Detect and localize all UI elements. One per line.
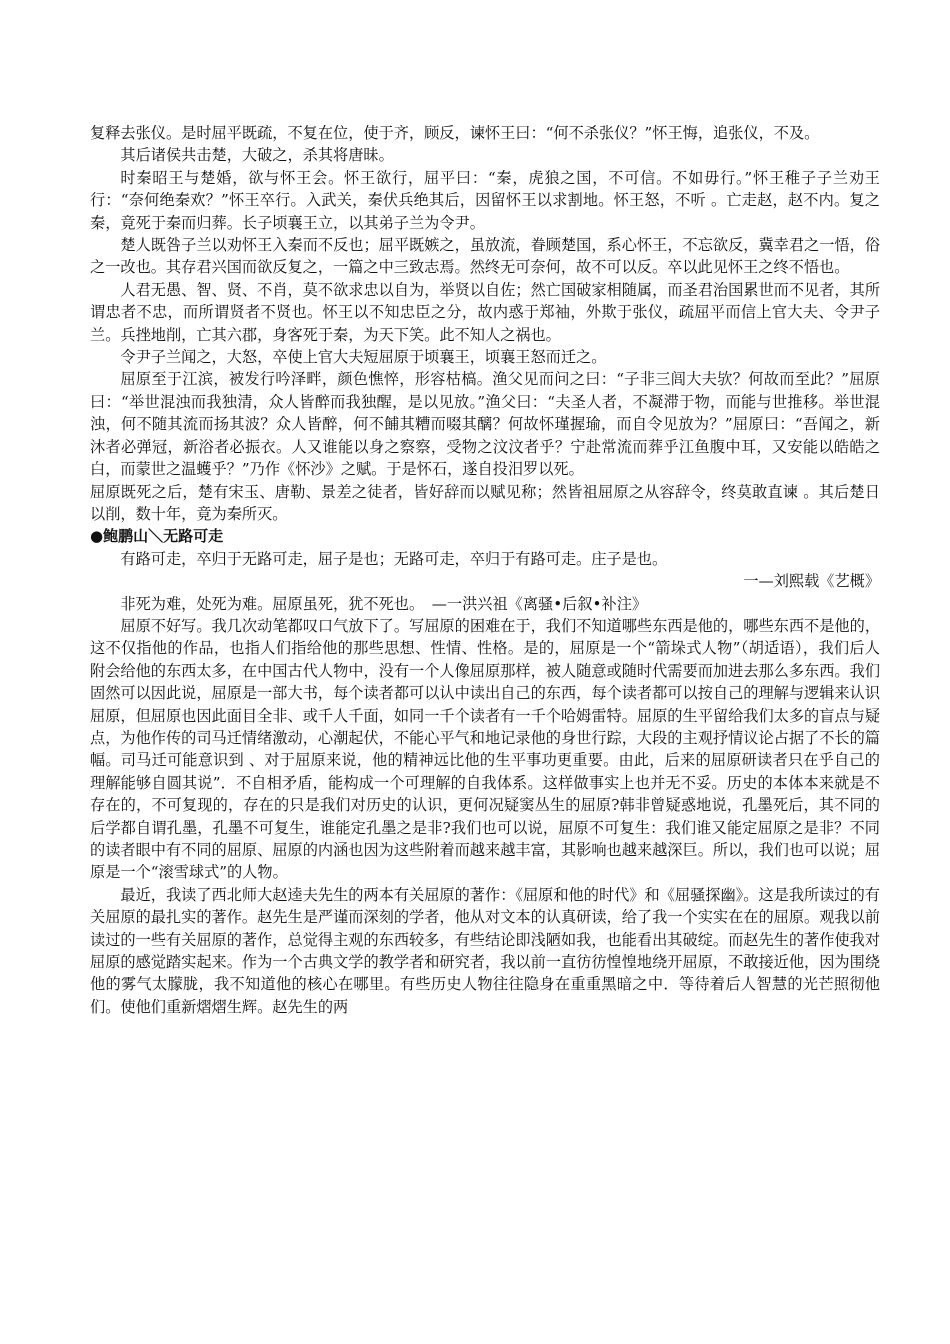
paragraph: 复释去张仪。是时屈平既疏，不复在位，使于齐，顾反，谏怀王曰：“何不杀张仪？”怀王悔，追张仪，不及。	[90, 124, 820, 142]
paragraph: 屈原既死之后，楚有宋玉、唐勒、景差之徒者，皆好辞而以赋见称；然皆祖屈原之从容辞令，终莫敢直谏 。其后楚日以削，数十年，竟为秦所灭。	[90, 482, 880, 523]
paragraph: 人君无愚、智、贤、不肖，莫不欲求忠以自为，举贤以自佐；然亡国破家相随属，而圣君治国累世而不见者，其所谓忠者不忠，而所谓贤者不贤也。怀王以不知忠臣之分，故内惑于郑袖，外欺于张仪，疏屈平而信上官大夫、令尹子兰。兵挫地削，亡其六郡，身客死于秦，为天下笑。此不知人之祸也。	[90, 280, 880, 344]
paragraph: 其后诸侯共击楚，大破之，杀其将唐昧。	[120, 146, 394, 165]
paragraph: 令尹子兰闻之，大怒，卒使上官大夫短屈原于顷襄王，顷襄王怒而迁之。	[120, 348, 607, 367]
section-heading: ●鲍鹏山＼无路可走	[90, 527, 224, 546]
quote: 有路可走，卒归于无路可走，屈子是也；无路可走，卒归于有路可走。庄子是也。	[120, 549, 668, 568]
paragraph: 最近，我读了西北师大赵逵夫先生的两本有关屈原的著作：《屈原和他的时代》和《屈骚探幽》。这是我所读过的有关屈原的最扎实的著作。赵先生是严谨而深刻的学者，他从对文本的认真研读，给了我一个实实在在的屈原。观我以前读过的一些有关屈原的著作，总觉得主观的东西较多，有些结论即浅陋如我，也能看出其破绽。而赵先生的著作使我对屈原的感觉踏实起来。作为一个古典文学的教学者和研究者，我以前一直彷彷惶惶地绕开屈原，不敢接近他，因为围绕他的雾气太朦胧，我不知道他的核心在哪里。有些历史人物往往隐身在重重黑暗之中．等待着后人智慧的光芒照彻他们。使他们重新熠熠生辉。赵先生的两	[90, 885, 880, 1016]
paragraph: 屈原至于江滨，被发行吟泽畔，颜色憔悴，形容枯槁。渔父见而问之曰：“子非三闾大夫欤？何故而至此？”屈原曰：“举世混浊而我独清，众人皆醉而我独醒，是以见放。”渔父曰：“夫圣人者，不凝滞于物，而能与世推移。举世混浊，何不随其流而扬其波？众人皆醉，何不餔其糟而啜其醨？何故怀瑾握瑜，而自令见放为？”屈原曰：“吾闻之，新沐者必弹冠，新浴者必振衣。人又谁能以身之察察，受物之汶汶者乎？宁赴常流而葬乎江鱼腹中耳，又安能以皓皓之白，而蒙世之温蠖乎？”乃作《怀沙》之赋。于是怀石，遂自投汨罗以死。	[90, 370, 880, 479]
document-page	[90, 122, 880, 1018]
quote: 非死为难，处死为难。屈原虽死，犹不死也。 —一洪兴祖《离骚•后叙•补注》	[120, 594, 648, 613]
paragraph: 屈原不好写。我几次动笔都叹口气放下了。写屈原的困难在于，我们不知道哪些东西是他的，哪些东西不是他的，这不仅指他的作品，也指人们指给他的那些思想、性情、性格。是的，屈原是一个“箭垛式人物”（胡适语），我们后人附会给他的东西太多，在中国古代人物中，没有一个人像屈原那样，被人随意或随时代需要而加进去那么多东西。我们固然可以因此说，屈原是一部大书，每个读者都可以认中读出自己的东西，每个读者都可以按自己的理解与逻辑来认识屈原，但屈原也因此面目全非、或千人千面，如同一千个读者有一千个哈姆雷特。屈原的生平留给我们太多的盲点与疑点，为他作传的司马迁情绪激动，心潮起伏，不能心平气和地记录他的身世行踪，大段的主观抒情议论占据了不长的篇幅。司马迁可能意识到 、对于屈原来说，他的精神远比他的生平事功更重要。由此，后来的屈原研读者只在乎自己的理解能够自圆其说”．不自相矛盾，能构成一个可理解的自我体系。这样做事实上也并无不妥。历史的本体本来就是不存在的，不可复现的，存在的只是我们对历史的认识，更何况疑窦丛生的屈原?韩非曾疑惑地说，孔墨死后，其不同的后学都自谓孔墨，孔墨不可复生，谁能定孔墨之是非?我们也可以说，屈原不可复生：我们谁又能定屈原之是非？不同的读者眼中有不同的屈原、屈原的内涵也因为这些附着而越来越丰富，其影响也越来越深巨。所以，我们也可以说；屈原是一个“滚雪球式”的人物。	[90, 616, 880, 882]
quote-attribution: 一—刘熙载《艺概》	[743, 572, 880, 591]
paragraph: 时秦昭王与楚婚，欲与怀王会。怀王欲行，屈平曰：“秦，虎狼之国，不可信。不如毋行。”怀王稚子子兰劝王行：“奈何绝秦欢？”怀王卒行。入武关，秦伏兵绝其后，因留怀王以求割地。怀王怒，不听 。亡走赵，赵不内。复之秦，竟死于秦而归葬。长子顷襄王立，以其弟子兰为令尹。	[90, 168, 880, 232]
paragraph: 楚人既咎子兰以劝怀王入秦而不反也；屈平既嫉之，虽放流，眷顾楚国，系心怀王，不忘欲反，冀幸君之一悟，俗之一改也。其存君兴国而欲反复之，一篇之中三致志焉。然终无可奈何，故不可以反。卒以此见怀王之终不悟也。	[90, 236, 880, 277]
